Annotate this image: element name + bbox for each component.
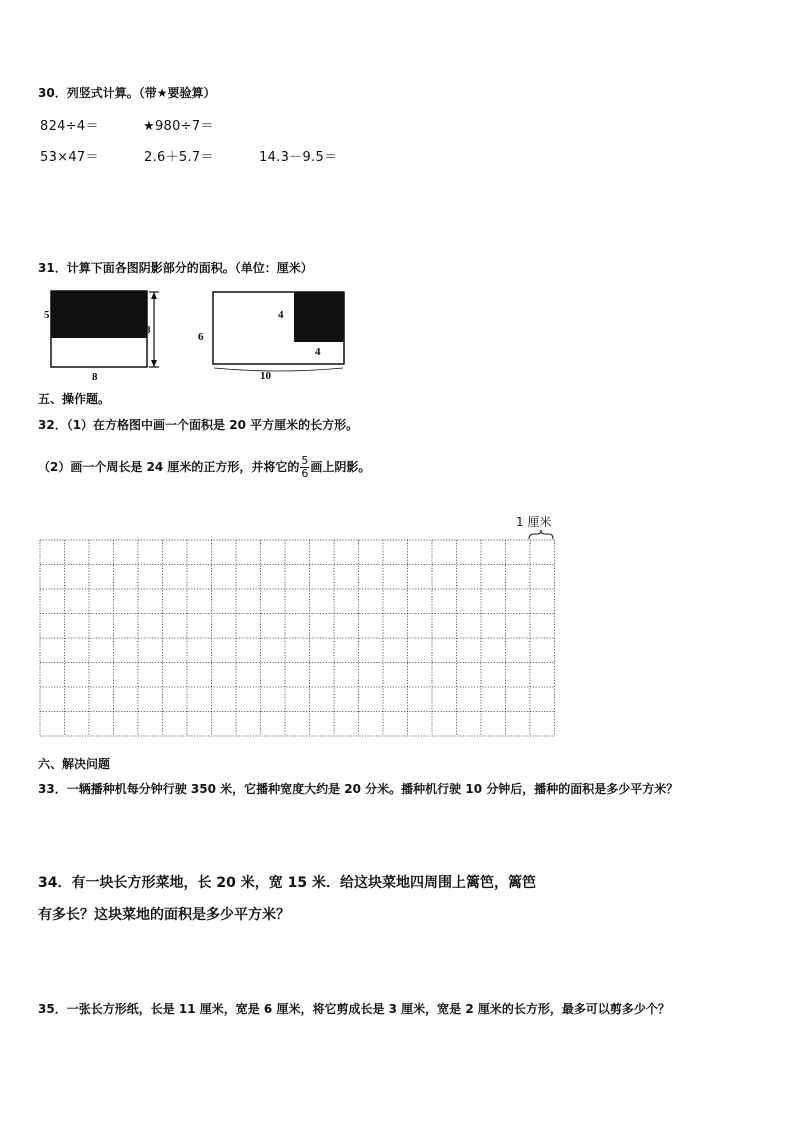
fraction-five-sixths <box>300 455 309 480</box>
q30-title: 30．列竖式计算。（带★要验算） <box>38 86 216 100</box>
q34-line1: 34．有一块长方形菜地，长 20 米，宽 15 米．给这块菜地四周围上篱笆，篱笆 <box>38 875 536 891</box>
q35-text: 35．一张长方形纸，长是 11 厘米，宽是 6 厘米，将它剪成长是 3 厘米，宽是 2 厘米的长方形，最多可以剪多少个？ <box>38 1002 670 1016</box>
grid-lines <box>40 540 555 736</box>
q34-line2: 有多长？这块菜地的面积是多少平方米？ <box>38 907 290 923</box>
section-6-heading: 六、解决问题 <box>38 757 111 771</box>
calc-item-4: 2.6＋5.7＝ <box>144 150 214 165</box>
calc-item-3: 53×47＝ <box>40 150 99 165</box>
q31-title: 31．计算下面各图阴影部分的面积。（单位：厘米） <box>38 261 313 275</box>
unit-brace <box>529 530 553 539</box>
q32-part2-before: （2）画一个周长是 24 厘米的正方形，并将它的 <box>38 460 300 474</box>
fig2-label-inner-bottom: 4 <box>315 346 321 358</box>
calc-item-5: 14.3－9.5＝ <box>259 150 338 165</box>
fraction-numerator: 5 <box>301 454 309 467</box>
calc-item-1: 824÷4＝ <box>40 119 99 134</box>
figure-1-shaded-area <box>51 291 147 338</box>
calc-item-2: ★980÷7＝ <box>143 119 214 134</box>
q32-part2-after: 画上阴影。 <box>310 460 371 474</box>
fig1-label-left: 5 <box>44 309 50 321</box>
fig2-label-bottom: 10 <box>260 370 271 382</box>
figure-2-shaded-square <box>294 292 344 342</box>
q33-text: 33．一辆播种机每分钟行驶 350 米，它播种宽度大约是 20 分米。播种机行驶 10 分钟后，播种的面积是多少平方米？ <box>38 782 679 796</box>
fig2-label-inner-left: 4 <box>278 309 284 321</box>
q32-part1: 32．（1）在方格图中画一个面积是 20 平方厘米的长方形。 <box>38 418 359 432</box>
fig1-label-right: 8 <box>145 324 151 336</box>
fraction-denominator: 6 <box>301 467 309 480</box>
grid-unit-label: 1 厘米 <box>516 515 552 529</box>
q32-part2 <box>38 455 370 480</box>
figure-1-rectangle <box>30 284 170 384</box>
fig2-label-left: 6 <box>198 331 204 343</box>
square-grid <box>30 510 570 745</box>
section-5-heading: 五、操作题。 <box>38 392 111 406</box>
fig1-label-bottom: 8 <box>92 371 98 383</box>
figure-2-rectangle <box>190 284 360 384</box>
